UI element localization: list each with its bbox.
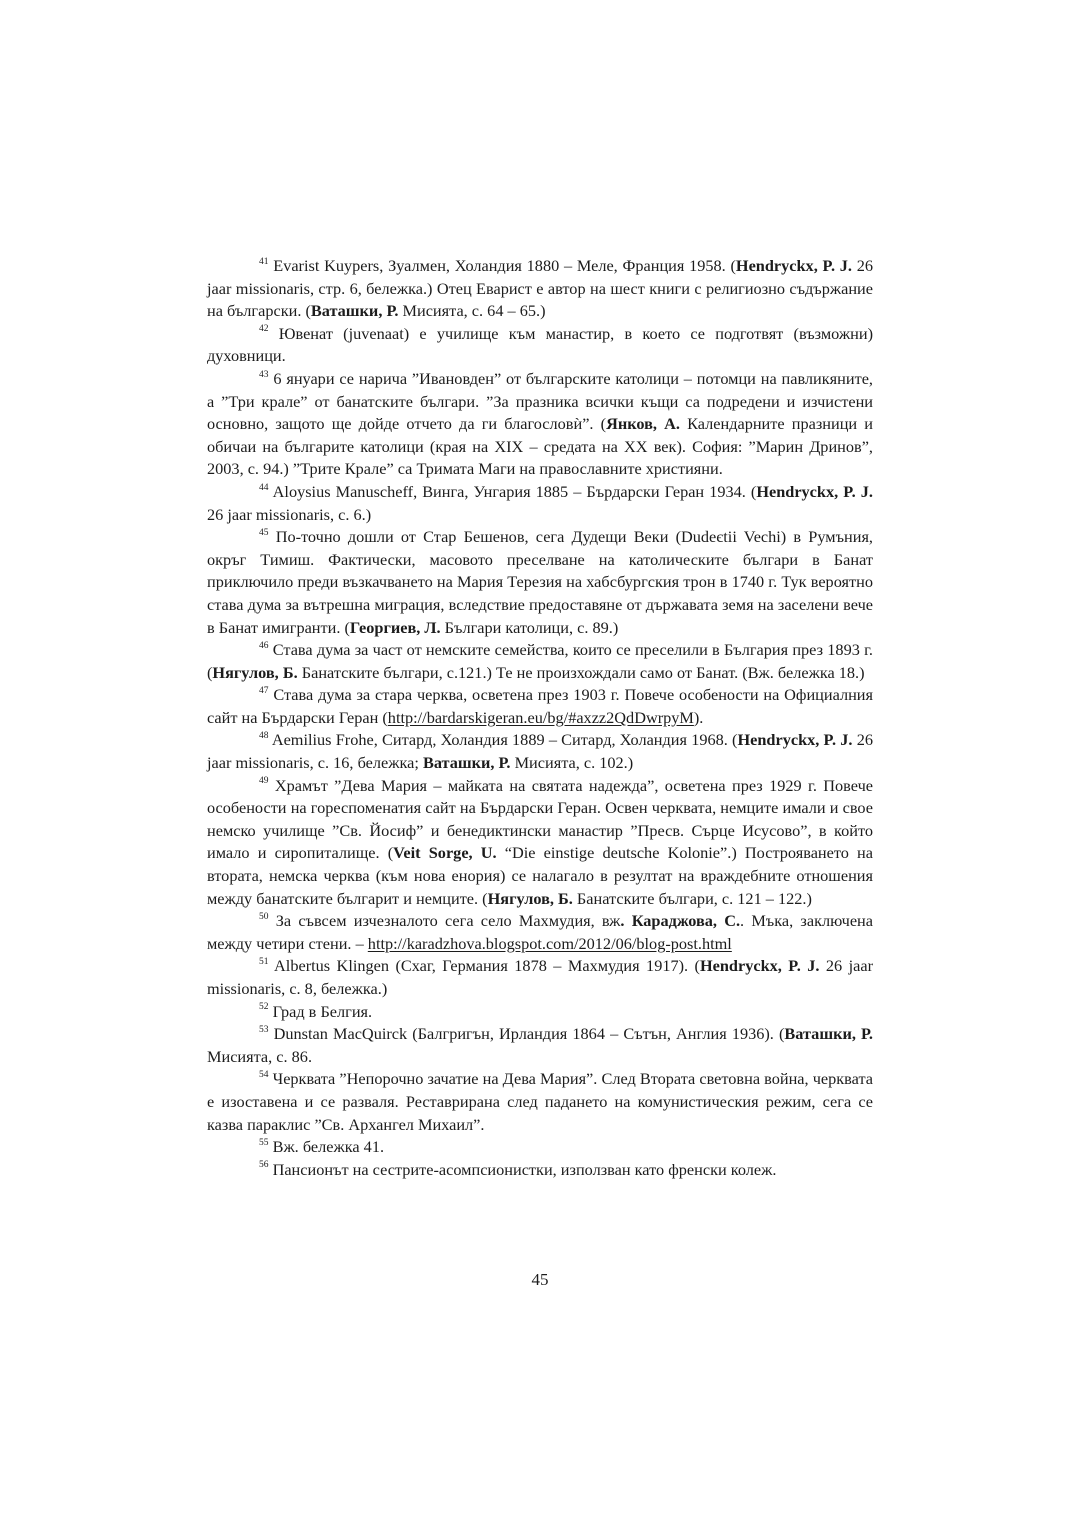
author-citation: Нягулов, Б. (487, 888, 573, 908)
footnote-55 (207, 1136, 873, 1159)
footnote-number: 53 (259, 1024, 269, 1035)
footnote-number: 52 (259, 1002, 269, 1013)
footnotes-block (207, 255, 873, 1181)
footnote-text: За съвсем изчезналото сега село Махмудия, вж (275, 911, 621, 931)
footnote-number: 43 (259, 369, 269, 380)
footnote-53 (207, 1023, 873, 1068)
footnote-number: 50 (259, 911, 269, 922)
footnote-54 (207, 1068, 873, 1136)
footnote-number: 46 (259, 640, 269, 651)
footnote-text: “Die einstige deutsche Kolonie”.) Построяването на втората, немска черква (към нова енория) се налагало в резултат на враждебните отношения между банатските българит и немците. ( (207, 843, 873, 908)
footnote-47 (207, 684, 873, 729)
footnote-number: 45 (259, 527, 269, 538)
author-citation: Hendryckx, P. J. (735, 256, 852, 275)
footnote-text: 26 jaar missionaris, с. 8, бележка.) (207, 956, 874, 998)
author-citation: Ваташки, Р. (310, 301, 399, 321)
footnote-number: 55 (259, 1137, 269, 1148)
footnote-48 (207, 729, 873, 774)
footnote-41 (207, 255, 873, 323)
footnote-text: Банатските българи, с. 121 – 122.) (572, 888, 812, 908)
footnote-number: 49 (259, 776, 269, 787)
footnote-text: Храмът ”Дева Мария – майката на святата надежда”, осветена през 1929 г. Повече особености на гореспоменатия сайт на Бърдарски Геран. Освен черквата, немците имали и свое немско училище ”Св. Йосиф” и бенедиктински манастир ”Пресв. Сърце Исусово”, в който имало и сиропиталище. ( (207, 775, 873, 863)
author-citation: Янков, А. (606, 414, 680, 434)
author-citation: Нягулов, Б. (212, 662, 298, 682)
author-citation: Hendryckx, P. J. (699, 956, 820, 976)
author-citation: Hendryckx, P. J. (737, 730, 853, 750)
url-link[interactable]: http://karadzhova.blogspot.com/2012/06/blog-post.html (367, 933, 732, 953)
footnote-text: Evarist Kuypers, Зуалмен, Холандия 1880 – Меле, Франция 1958. ( (273, 256, 736, 275)
footnote-text: Мисията, с. 64 – 65.) (398, 301, 546, 321)
footnote-number: 54 (259, 1069, 269, 1080)
author-citation: Ваташки, Р. (422, 753, 511, 773)
author-citation: . Караджова, С. (620, 911, 741, 931)
footnote-text: 26 jaar missionaris, с. 6.) (207, 504, 372, 524)
footnote-text: Става дума за част от немските семейства, които се преселили в България през 1893 г. ( (207, 640, 873, 682)
footnote-44 (207, 481, 873, 526)
footnote-text: Dunstan MacQuirck (Балгригън, Ирландия 1864 – Сътън, Англия 1936). ( (273, 1024, 785, 1044)
author-citation: Ваташки, Р. (784, 1024, 873, 1044)
footnote-text: Календарните празници и обичаи на българите католици (края на XIX – средата на XX век). София: ”Марин Дринов”, 2003, с. 94.) ”Трите Крале” са Тримата Маги на православните християни. (207, 414, 873, 479)
footnote-number: 42 (259, 324, 269, 335)
url-link[interactable]: http://bardarskigeran.eu/bg/#axzz2QdDwrpyM (387, 707, 694, 727)
footnote-number: 44 (259, 482, 269, 493)
footnote-text: Мисията, с. 102.) (510, 753, 634, 773)
footnote-text: 26 jaar missionaris, стр. 6, бележка.) Отец Еварист е автор на шест книги с религиозно съдържание на български. ( (207, 256, 874, 321)
footnote-text: 6 януари се нарича ”Ивановден” от българските католици – потомци на павликяните, а ”Три крале” от банатските българи. ”За празника всички къщи са подредени и изчистени основно, защото ще дойде отчето да ги благословѝ”. ( (207, 368, 873, 434)
footnote-number: 48 (259, 731, 269, 742)
footnote-number: 41 (259, 256, 269, 267)
footnote-text: Мисията, с. 86. (207, 1046, 313, 1066)
page-number: 45 (531, 1270, 549, 1289)
footnote-text: ). (693, 707, 704, 727)
footnote-text: Става дума за стара черква, осветена през 1903 г. Повече особености на Официалния сайт на Бърдарски Геран ( (207, 685, 873, 727)
footnote-50 (207, 910, 873, 955)
footnote-text: 26 jaar missionaris, с. 16, бележка; (207, 730, 874, 773)
footnote-text: Пансионът на сестрите-асомпсионистки, използван като френски колеж. (272, 1159, 777, 1179)
footnote-43 (207, 368, 873, 481)
footnote-number: 56 (259, 1160, 269, 1171)
footnote-text: Черквата ”Непорочно зачатие на Дева Мария”. След Втората световна война, черквата е изоставена и се разваля. Реставрирана след падането на комунистическия режим, сега се казва параклис ”Св. Архангел Михаил”. (207, 1069, 873, 1134)
footnote-45 (207, 526, 873, 639)
footnote-text: Град в Белгия. (272, 1001, 373, 1021)
footnote-text: . Мъка, заключена между четири стени. – (207, 911, 873, 953)
footnote-51 (207, 955, 873, 1000)
footnote-52 (207, 1001, 873, 1024)
footnote-text: Българи католици, с. 89.) (440, 617, 619, 637)
footnote-text: Банатските българи, с.121.) Те не произхождали само от Банат. (Вж. бележка 18.) (297, 662, 865, 682)
footnote-text: Вж. бележка 41. (272, 1137, 385, 1157)
footnote-number: 47 (259, 685, 269, 696)
footnote-text: Aemilius Frohe, Ситард, Холандия 1889 – Ситард, Холандия 1968. ( (271, 730, 738, 750)
footnote-text: Ювенат (juvenaat) е училище към манастир, в което се подготвят (възможни) духовници. (207, 323, 873, 366)
footnote-56 (207, 1159, 873, 1182)
author-citation: Veit Sorge, U. (393, 843, 497, 863)
footnote-text: Aloysius Manuscheff, Винга, Унгария 1885 – Бърдарски Геран 1934. ( (272, 481, 757, 501)
author-citation: Георгиев, Л. (349, 617, 441, 637)
footnote-42 (207, 323, 873, 368)
footnote-number: 51 (259, 956, 269, 967)
footnote-49 (207, 775, 873, 911)
footnote-text: По-точно дошли от Стар Бешенов, сега Дудещи Веки (Dudeєtii Vechi) в Румъния, окръг Тимиш. Фактически, масовото преселване на католическите българи в Банат приключило преди възкачването на Мария Терезия на хабсбургския трон в 1740 г. Тук вероятно става дума за вътрешна миграция, вследствие предоставяне от държавата земя на заселени вече в Банат имигранти. ( (207, 527, 873, 637)
footnote-text: Albertus Klingen (Схаг, Германия 1878 – Махмудия 1917). ( (274, 956, 700, 976)
author-citation: Hendryckx, P. J. (756, 481, 874, 501)
footnote-46 (207, 639, 873, 684)
